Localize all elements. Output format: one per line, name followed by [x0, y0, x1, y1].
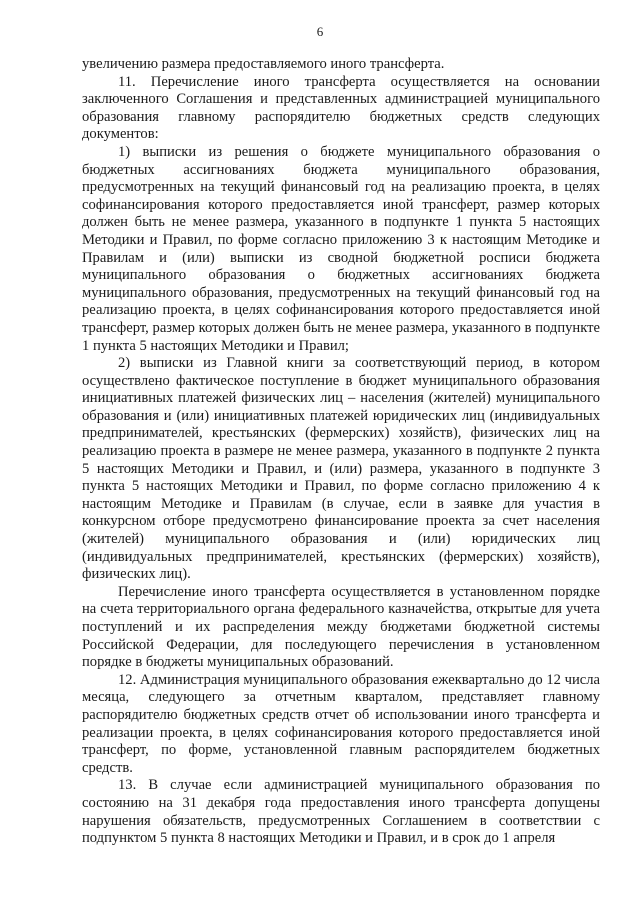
paragraph-subclause-2: 2) выписки из Главной книги за соответствующий период, в котором осуществлено фактическое поступление в бюджет муниципального образования инициативных платежей физических лиц – населения (жителей) муниципального образования и (или) инициативных платежей юридических лиц (индивидуальных предпринимателей, крестьянских (фермерских) хозяйств), физических лиц на реализацию проекта в размере не менее размера, указанного в подпункте 2 пункта 5 настоящих Методики и Правил, и (или) размера, указанного в подпункте 3 пункта 5 настоящих Методики и Правил, по форме согласно приложению 4 к настоящим Методике и Правилам (в случае, если в заявке для участия в конкурсном отборе предусмотрено финансирование проекта за счет населения (жителей) муниципального образования и (или) юридических лиц (индивидуальных предпринимателей, крестьянских (фермерских) хозяйств), физических лиц).	[82, 355, 600, 583]
paragraph-continuation: увеличению размера предоставляемого иного трансферта.	[82, 56, 445, 72]
paragraph-clause-13: 13. В случае если администрацией муниципального образования по состоянию на 31 декабря года предоставления иного трансферта допущены нарушения обязательств, предусмотренных Соглашением в соответствии с подпунктом 5 пункта 8 настоящих Методики и Правил, и в срок до 1 апреля	[82, 777, 600, 847]
paragraph-clause-11: 11. Перечисление иного трансферта осуществляется на основании заключенного Соглашения и представленных администрацией муниципального образования главному распорядителю бюджетных средств следующих документов:	[82, 73, 600, 143]
document-body	[82, 56, 600, 848]
page-number: 6	[316, 24, 324, 39]
paragraph-transfer-procedure: Перечисление иного трансферта осуществляется в установленном порядке на счета территориального органа федерального казначейства, открытые для учета поступлений и их распределения между бюджетами бюджетной системы Российской Федерации, для последующего перечисления в установленном порядке в бюджеты муниципальных образований.	[82, 583, 600, 671]
paragraph-subclause-1: 1) выписки из решения о бюджете муниципального образования о бюджетных ассигнованиях бюджета муниципального образования, предусмотренных на текущий финансовый год на реализацию проекта, в целях софинансирования которого предоставляется иной трансферт, размер которых должен быть не менее размера, указанного в подпункте 1 пункта 5 настоящих Методики и Правил, по форме согласно приложению 3 к настоящим Методике и Правилам и (или) выписки из сводной бюджетной росписи бюджета муниципального образования о бюджетных ассигнованиях бюджета муниципального образования, предусмотренных на текущий финансовый год на реализацию проекта, в целях софинансирования которого предоставляется иной трансферт, размер которых должен быть не менее размера, указанного в подпункте 1 пункта 5 настоящих Методики и Правил;	[82, 143, 600, 354]
paragraph-clause-12: 12. Администрация муниципального образования ежеквартально до 12 числа месяца, следующего за отчетным кварталом, представляет главному распорядителю бюджетных средств отчет об использовании иного трансферта и реализации проекта, в целях софинансирования которого предоставляется иной трансферт, по форме, установленной главным распорядителем бюджетных средств.	[82, 671, 600, 776]
